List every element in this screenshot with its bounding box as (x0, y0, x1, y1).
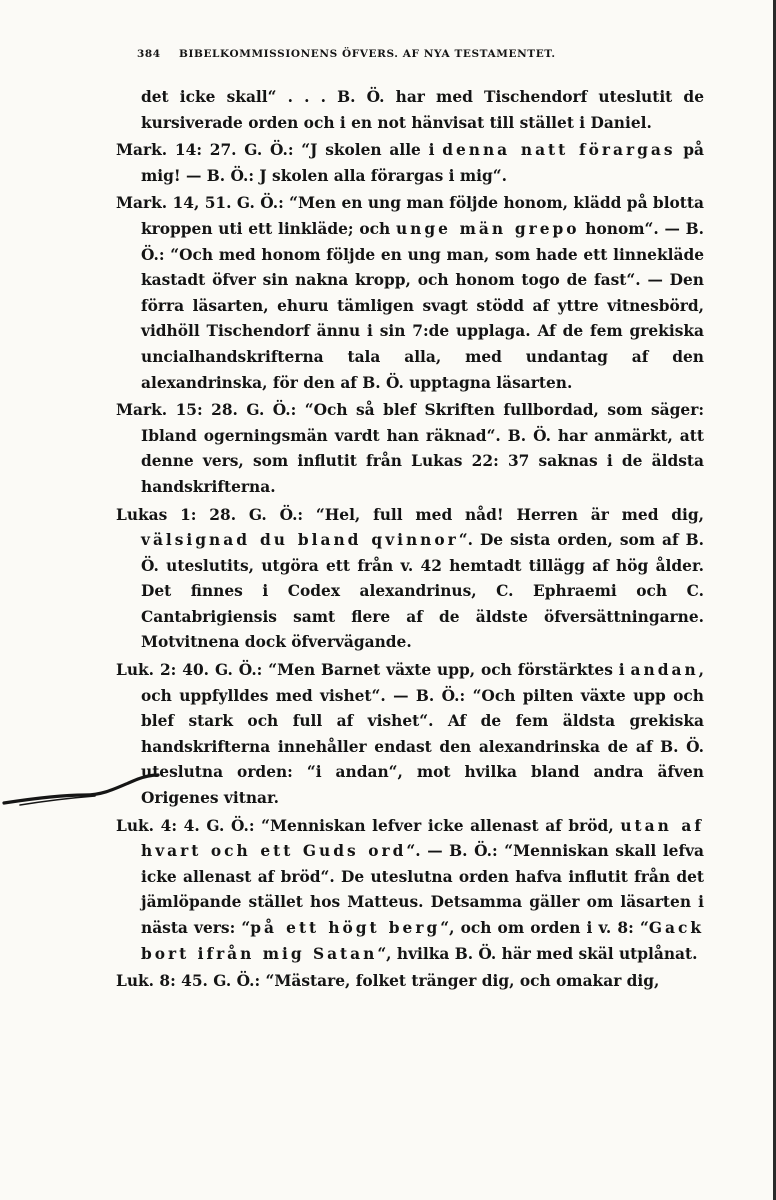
text-span: det icke skall“ . . . B. Ö. har med Tischendorf uteslutit de kursiverade orden och i en not hänvisat till stället i Daniel. (141, 88, 704, 132)
text-span: Luk. 2: 40. G. Ö.: “Men Barnet växte upp, och förstärktes i (116, 661, 631, 680)
spaced-text: unge män grepo (395, 219, 580, 238)
text-span: på mig! — B. Ö.: J skolen alla förargas i mig“. (141, 141, 704, 185)
text-span: “, hvilka B. Ö. här med skäl utplånat. (377, 944, 698, 963)
text-span: , och uppfylldes med vishet“. — B. Ö.: “Och pilten växte upp och blef stark och full af vishet“. Af de fem äldsta grekiska handskrifterna innehåller endast den alexandrinska de af B. Ö. uteslutna orden: “i andan“, mot hvilka bland andra äfven Origenes vitnar. (141, 661, 704, 808)
spaced-text: Gack bort ifrån mig Satan (141, 919, 704, 963)
entry-mark-14-27 (116, 138, 704, 189)
spaced-text: utan af hvart och ett Guds ord (141, 816, 704, 861)
text-span: “. De sista orden, som af B. Ö. uteslutits, utgöra ett från v. 42 hemtadt tillägg af hög ålder. Det finnes i Codex alexandrinus, C. Ephraemi och C. Cantabrigiensis samt flere af de äldste öfversättningarne. Motvitnena dock öfvervägande. (141, 531, 704, 652)
text-span: Mark. 14, 51. G. Ö.: “Men en ung man följde honom, klädd på blotta kroppen uti ett linkläde; och (116, 194, 704, 238)
entry-mark-15-28 (116, 398, 704, 500)
page-number: 384 (137, 48, 161, 60)
running-header (137, 48, 657, 60)
text-span: honom“. — B. Ö.: “Och med honom följde en ung man, som hade ett linnekläde kastadt öfver sin nakna kropp, och honom togo de fast“. — Den förra läsarten, ehuru tämligen svagt stödd af yttre vitnesbörd, vidhöll Tischendorf ännu i sin 7:de upplaga. Af de fem grekiska uncialhandskrifterna tala alla, med undantag af den alexandrinska, för den af B. Ö. upptagna läsarten. (141, 219, 704, 392)
page-body (116, 85, 704, 995)
text-span: “, och om orden i v. 8: “ (440, 919, 649, 937)
running-title: BIBELKOMMISSIONENS ÖFVERS. AF NYA TESTAMENTET. (178, 48, 556, 60)
text-span: Lukas 1: 28. G. Ö.: “Hel, full med nåd! Herren är med dig, (116, 505, 704, 524)
spaced-text: andan (630, 661, 699, 680)
text-span: Luk. 4: 4. G. Ö.: “Menniskan lefver icke allenast af bröd, (116, 816, 621, 835)
text-span: “. — B. Ö.: “Menniskan skall lefva icke allenast af bröd“. De uteslutna orden hafva influtit från det jämlöpande stället hos Matteus. Detsamma gäller om läsarten i nästa vers: “ (141, 842, 704, 937)
text-span: Mark. 14: 27. G. Ö.: “J skolen alle i (116, 141, 443, 160)
pen-stroke-mark (0, 765, 160, 815)
text-span: Mark. 15: 28. G. Ö.: “Och så blef Skriften fullbordad, som säger: Ibland ogerningsmän vardt han räknad“. B. Ö. har anmärkt, att denne vers, som influtit från Lukas 22: 37 saknas i de äldsta handskrifterna. (116, 401, 704, 496)
spaced-text: på ett högt berg (250, 919, 441, 937)
spaced-text: denna natt förargas (442, 141, 676, 160)
entry-luk-4-4 (116, 814, 704, 968)
text-span: Luk. 8: 45. G. Ö.: “Mästare, folket tränger dig, och omakar dig, (116, 972, 660, 991)
entry-lukas-1-28 (116, 503, 704, 657)
entry-luk-8-45 (116, 969, 704, 995)
entry-mark-14-51 (116, 191, 704, 396)
spaced-text: välsignad du bland qvinnor (141, 531, 459, 550)
paragraph-continuation (116, 85, 704, 136)
entry-luk-2-40 (116, 658, 704, 812)
